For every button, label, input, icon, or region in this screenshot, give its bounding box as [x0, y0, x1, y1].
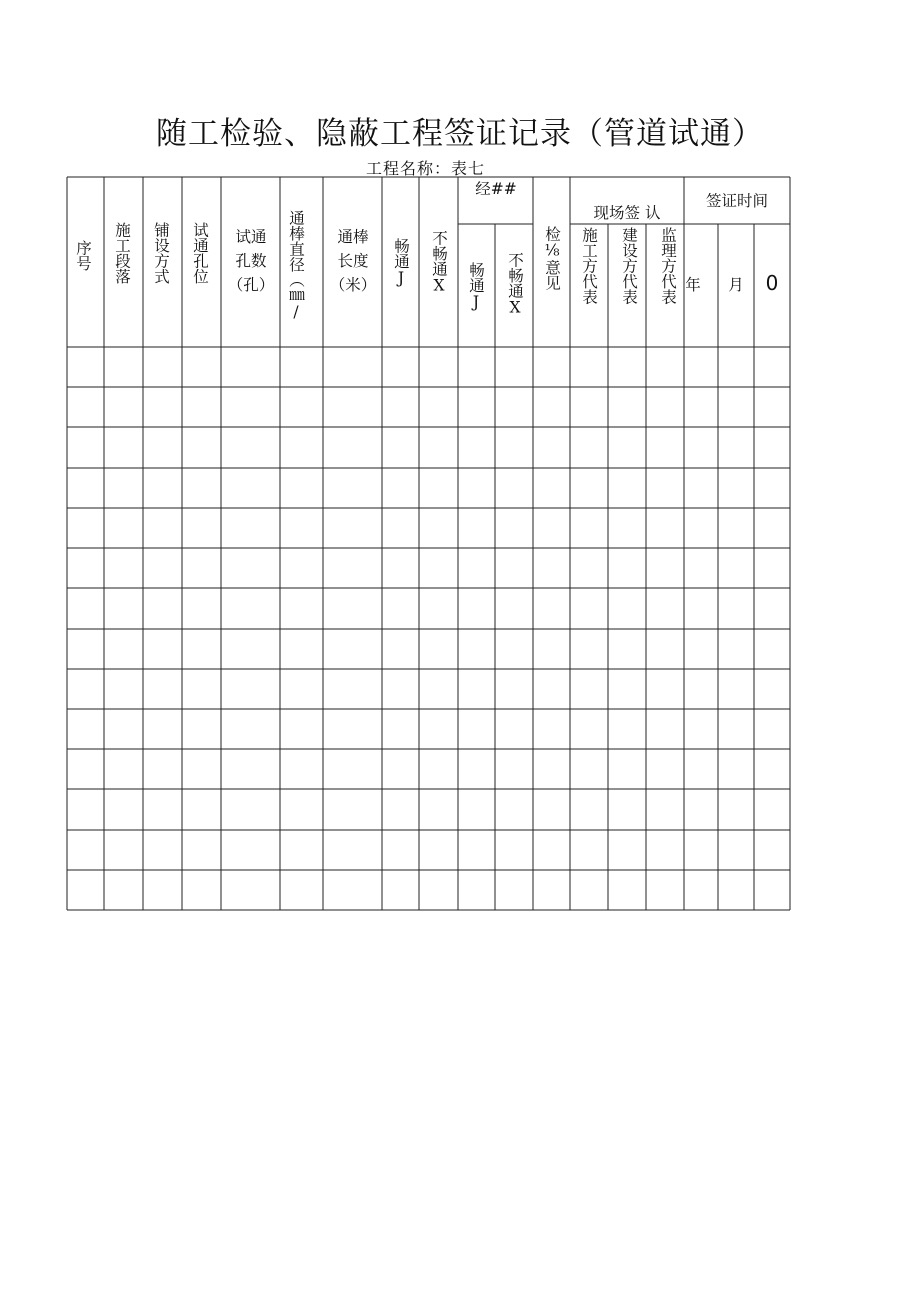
header-hole-count-line2: 孔数: [235, 252, 267, 270]
header-month: 月: [728, 276, 744, 294]
header-seq: 序号: [74, 240, 92, 271]
header-construction-rep: 施工方代表: [580, 227, 598, 305]
header-rod-diameter: 通棒直径（㎜/: [287, 210, 305, 321]
header-after-group: 经##: [475, 180, 517, 198]
header-hole-position: 试通孔位: [191, 222, 209, 284]
header-rod-length-line1: 通棒: [337, 228, 369, 246]
header-hole-count-line1: 试通: [235, 228, 267, 246]
header-smooth: 畅通J: [392, 238, 410, 287]
header-section: 施工段落: [113, 222, 131, 284]
header-owner-rep: 建设方代表: [620, 227, 638, 305]
header-inspection: 检⅛意见: [543, 226, 561, 291]
header-laying: 铺设方式: [152, 222, 170, 284]
project-name-label: 工程名称：表七: [366, 159, 486, 178]
header-not-smooth: 不畅通X: [430, 230, 448, 295]
header-rod-length-line2: 长度: [337, 252, 369, 270]
header-after-not-smooth: 不畅通X: [506, 252, 524, 317]
header-day: 0: [765, 271, 779, 295]
header-supervisor-rep: 监理方代表: [659, 227, 677, 305]
header-year: 年: [685, 276, 701, 294]
header-time-group: 签证时间: [705, 192, 768, 210]
header-after-smooth: 畅通J: [467, 262, 485, 311]
header-hole-count-line3: （孔）: [227, 276, 275, 294]
header-onsite-group: 现场签 认: [593, 204, 661, 222]
page-title: 随工检验、隐蔽工程签证记录（管道试通）: [156, 116, 764, 152]
header-rod-length-line3: （米）: [329, 276, 377, 294]
